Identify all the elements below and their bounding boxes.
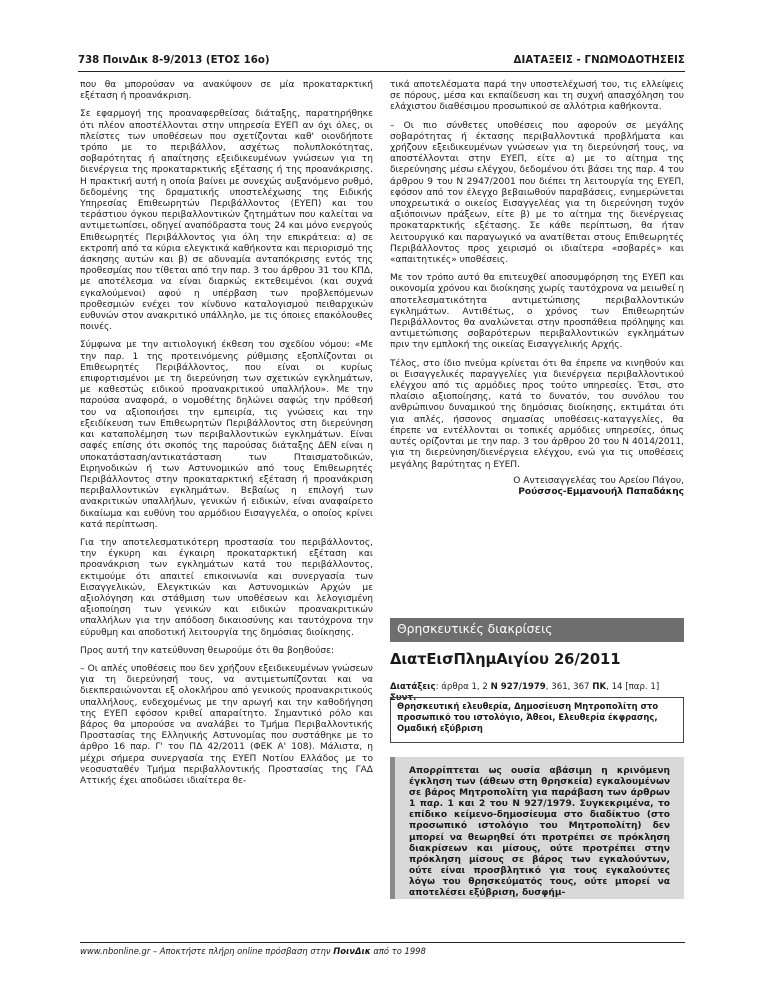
paragraph: Σε εφαρμογή της προαναφερθείσας διάταξης, παρατηρήθηκε ότι πλέον αποστέλλονται στην υπηρεσία ΕΥΕΠ αν όχι όλες, οι πλείστες των υποθέσεων που σχετίζονται καθ' οιονδήποτε τρόπο με το περιβάλλον, ασχέτως πολυπλοκότητας, σοβαρότητας ή απαίτησης εξειδικευμένων γνώσεων για τη διενέργεια της προκαταρκτικής εξέτασης ή της προανάκρισης. Η πρακτική αυτή η οποία βαίνει με συνεχώς αυξανόμενο ρυθμό, δεδομένης της δραματικής υποστελέχωσης της Ειδικής Υπηρεσίας Επιθεωρητών Περιβάλλοντος (ΕΥΕΠ) και του τεράστιου όγκου περιβαλλοντικών ζητημάτων που καλείται να αντιμετωπίσει, οδηγεί αναπόδραστα τους 24 και μόνο ενεργούς Επιθεωρητές Περιβάλλοντος για όλη την επικράτεια: α) σε εκτροπή από τα κύρια ελεγκτικά καθήκοντα και περιορισμό της άσκησης αυτών και β) σε αδυναμία ανταπόκρισης εντός της προθεσμίας που τίθεται από την παρ. 3 του άρθρου 31 του ΚΠΔ, με αποτέλεσμα να είναι διαρκώς εκτεθειμένοι (και συχνά εγκαλούμενοι) αφού η υπέρβαση των προβλεπόμενων προθεσμιών ενέχει τον κίνδυνο καταλογισμού πειθαρχικών ευθυνών στον ανακριτικό υπάλληλο, με τις όποιες επακόλουθες ποινές. bbox=[80, 109, 373, 333]
provisions-text: : άρθρα 1, 2 bbox=[435, 682, 491, 692]
provisions-law: Ν 927/1979 bbox=[490, 682, 546, 692]
case-title: ΔιατΕισΠλημΑιγίου 26/2011 bbox=[390, 651, 621, 668]
summary-text: Απορρίπτεται ως ουσία αβάσιμη η κρινόμενη έγκληση των (άθεων στη θρησκεία) εγκαλουμένων σε βάρος Μητροπολίτη για παράβαση των άρθρων 1 παρ. 1 και 2 του Ν 927/1979. Συγκεκριμένα, το επίδικο κείμενο-δημοσίευμα στο διαδίκτυο (στο προσωπικό ιστολόγιο του Μητροπολίτη) δεν μπορεί να θεωρηθεί ότι προτρέπει σε πρόκληση διακρίσεων και μίσους, ούτε προτρέπει στην πρόκληση μίσους σε βάρος των εγκαλούντων, ούτε είναι προσβλητικό για τους εγκαλούντες λόγω του θρησκεύματός τους, ούτε μπορεί να αποτελέσει εξύβριση, δυσφήμ- bbox=[409, 766, 670, 899]
section-heading: ΔΙΑΤΑΞΕΙΣ - ΓΝΩΜΟΔΟΤΗΣΕΙΣ bbox=[513, 55, 685, 66]
section-title-bar bbox=[390, 618, 684, 642]
paragraph: – Οι απλές υποθέσεις που δεν χρήζουν εξειδικευμένων γνώσεων για τη διερεύνησή τους, να αντιμετωπίζονται και να διεκπεραιώνονται εξ ολοκλήρου από γενικούς προανακριτικούς υπαλλήλους, ενδεχομένως με την αρωγή και την καθοδήγηση της ΕΥΕΠ εφόσον κριθεί απαραίτητο. Σημαντικό ρόλο και βάρος θα μπορούσε να αναλάβει το Τμήμα Περιβαλλοντικής Προστασίας της Ελληνικής Αστυνομίας που συστάθηκε με το άρθρο 16 παρ. Γ' του ΠΔ 42/2011 (ΦΕΚ Α' 108). Μάλιστα, η μέχρι σήμερα συνεργασία της ΕΥΕΠ Νοτίου Ελλάδος με το νεοσυσταθέν Τμήμα περιβαλλοντικής Προστασίας της ΓΑΔ Αττικής έχει αποδώσει ιδιαίτερα θε- bbox=[80, 663, 373, 786]
provisions-code: ΠΚ bbox=[592, 682, 607, 692]
summary-box bbox=[390, 757, 684, 899]
footer-suffix: από το 1998 bbox=[370, 946, 426, 956]
paragraph: τικά αποτελέσματα παρά την υποστελέχωσή του, τις ελλείψεις σε πόρους, μέσα και εκπαίδευση και τη συχνή απασχόληση του ελάχιστου διαθέσιμου προσωπικού σε αλλότρια καθήκοντα. bbox=[390, 80, 684, 113]
paragraph: Για την αποτελεσματικότερη προστασία του περιβάλλοντος, την έγκυρη και έγκαιρη προκαταρκτική εξέταση και προανάκριση των εγκλημάτων κατά του περιβάλλοντος, εκτιμούμε ότι απαιτεί επικοινωνία και συνεργασία των Εισαγγελικών, Ελεγκτικών και Αστυνομικών Αρχών με αξιολόγηση και στάθμιση των υποθέσεων και λελογισμένη αξιοποίηση των γενικών και ειδικών προανακριτικών υπαλλήλων για την απόδοση δικαιοσύνης και ταυτόχρονα την εύρυθμη και αποδοτική λειτουργία της δημόσιας διοίκησης. bbox=[80, 537, 373, 638]
keywords-box bbox=[390, 697, 684, 743]
right-column bbox=[390, 80, 684, 499]
paragraph: Προς αυτή την κατεύθυνση θεωρούμε ότι θα βοηθούσε: bbox=[80, 645, 335, 656]
footer-prefix: www.nbonline.gr – Αποκτήστε πλήρη online πρόσβαση στην bbox=[80, 946, 334, 956]
signature-role: Ο Αντεισαγγελέας του Αρείου Πάγου, bbox=[513, 475, 684, 486]
keywords-text: Θρησκευτική ελευθερία, Δημοσίευση Μητροπολίτη στο προσωπικό του ιστολόγιο, Άθεοι, Ελευθερία έκφρασης, Ομαδική εξύβριση bbox=[397, 701, 659, 734]
paragraph: Με τον τρόπο αυτό θα επιτευχθεί αποσυμφόρηση της ΕΥΕΠ και οικονομία χρόνου και διοίκησης χωρίς ταυτόχρονα να μειωθεί η αποτελεσματικότητα αντιμετώπισης περιβαλλοντικών εγκλημάτων. Αντιθέτως, ο χρόνος των Επιθεωρητών Περιβάλλοντος θα αναλώνεται στην προσπάθεια πρόληψης και αντιμετώπισης σοβαρότερων περιβαλλοντικών εγκλημάτων πριν την εμπλοκή της οικείας Εισαγγελικής Αρχής. bbox=[390, 273, 684, 351]
paragraph: Τέλος, στο ίδιο πνεύμα κρίνεται ότι θα έπρεπε να κινηθούν και οι Εισαγγελικές παραγγελίες για διενέργεια περιβαλλοντικού ελέγχου από τις αρμόδιες προς τούτο υπηρεσίες. Έτσι, στο πλαίσιο αξιοποίησης, κατά το δυνατόν, του συνόλου του ανθρώπινου δυναμικού της δημόσιας διοίκησης, εκτιμάται ότι για απλές, ήσσονος σημασίας υποθέσεις-καταγγελίες, θα έπρεπε να εντέλλονται οι τοπικές αρμόδιες υπηρεσίες, όπως αυτές ορίζονται με την παρ. 3 του άρθρου 20 του Ν 4014/2011, για τη διερεύνηση/διενέργεια ελέγχου, ενώ για τις υποθέσεις μεγάλης βαρύτητας η ΕΥΕΠ. bbox=[390, 358, 684, 470]
paragraph: Σύμφωνα με την αιτιολογική έκθεση του σχεδίου νόμου: «Με την παρ. 1 της προτεινόμενης ρύθμισης εξοπλίζονται οι Επιθεωρητές Περιβάλλοντος, που είναι οι κυρίως επιφορτισμένοι με τη διερεύνηση των σχετικών εγκλημάτων, με καθεστώς ειδικού προανακριτικού υπαλλήλου». Με την παρούσα αναφορά, ο νομοθέτης δηλώνει σαφώς την πρόθεσή του να αξιοποιήσει την εμπειρία, τις γνώσεις και την εξειδίκευση των Επιθεωρητών Περιβάλλοντος στη διερεύνηση και καταπολέμηση των περιβαλλοντικών εγκλημάτων. Είναι σαφές επίσης ότι σκοπός της παρούσας διάταξης ΔΕΝ είναι η υποκατάσταση/αντικατάσταση των Πταισματοδικών, Ειρηνοδικών ή των Αστυνομικών από τους Επιθεωρητές Περιβάλλοντος στην προκαταρκτική εξέταση ή προανάκριση περιβαλλοντικών εγκλημάτων. Βεβαίως η επιλογή των ανακριτικών υπαλλήλων, γενικών ή ειδικών, είναι αναφαίρετο δικαίωμα και ευθύνη του αρμόδιου Εισαγγελέα, ο οποίος κρίνει κατά περίπτωση. bbox=[80, 340, 373, 530]
page-header bbox=[78, 54, 685, 72]
provisions-text: , 361, 367 bbox=[545, 682, 593, 692]
provisions-constitution: Συντ. bbox=[390, 693, 417, 703]
paragraph: – Οι πιο σύνθετες υποθέσεις που αφορούν σε μεγάλης σοβαρότητας ή έκτασης περιβαλλοντικά προβλήματα και χρήζουν εξειδικευμένων γνώσεων για τη διερεύνησή τους, να αποστέλλονται στην ΕΥΕΠ, είτε α) με το αίτημα της διερεύνησης μέσω ελέγχου, δεδομένου ότι βάσει της παρ. 4 του άρθρου 9 του Ν 2947/2001 που διέπει τη λειτουργία της ΕΥΕΠ, εφόσον από τον έλεγχο βεβαιωθούν παραβάσεις, ενημερώνεται υποχρεωτικά ο οικείος Εισαγγελέας για τη διερεύνηση τυχόν αξιόποινων πράξεων, είτε β) με το αίτημα της διενέργειας προκαταρκτικής εξέτασης. Σε κάθε περίπτωση, θα ήταν λειτουργικό και παραγωγικό να ανατίθεται στους Επιθεωρητές Περιβάλλοντος προς χειρισμό οι ιδιαίτερα «σοβαρές» και «απαιτητικές» υποθέσεις. bbox=[390, 120, 684, 266]
paragraph: που θα μπορούσαν να ανακύψουν σε μία προκαταρκτική εξέταση ή προανάκριση. bbox=[80, 80, 373, 102]
left-column bbox=[80, 80, 373, 794]
signature-block bbox=[390, 476, 684, 499]
journal-issue-label: 738 ΠοινΔικ 8-9/2013 (ΕΤΟΣ 16ο) bbox=[78, 55, 270, 66]
provisions-text: , 14 [παρ. 1] bbox=[606, 682, 660, 692]
signature-name: Ρούσσος-Εμμανουήλ Παπαδάκης bbox=[518, 487, 684, 498]
provisions-label: Διατάξεις bbox=[390, 682, 436, 692]
section-title: Θρησκευτικές διακρίσεις bbox=[397, 622, 553, 636]
page-footer bbox=[80, 942, 685, 956]
footer-brand: ΠοινΔικ bbox=[333, 946, 371, 956]
